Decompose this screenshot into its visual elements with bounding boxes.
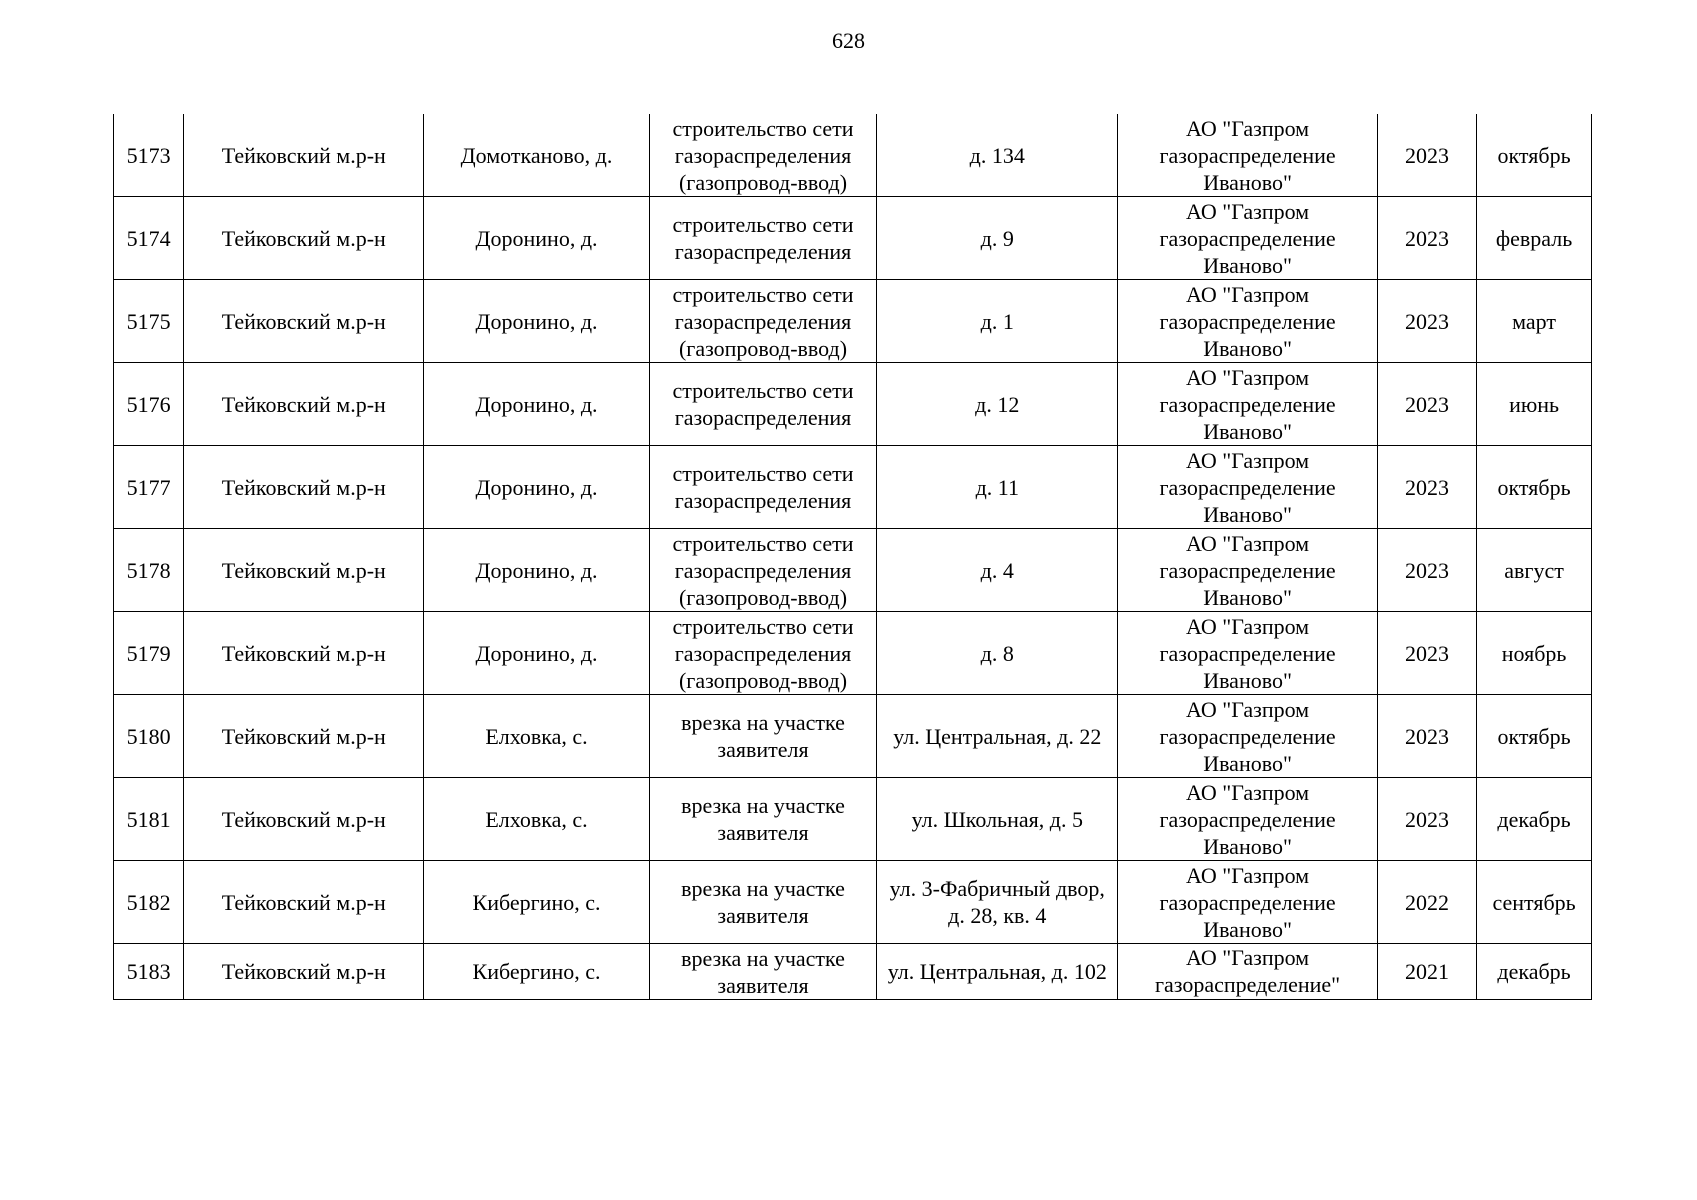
month: февраль: [1477, 197, 1592, 280]
organization: АО "Газпром газораспределение Иваново": [1118, 612, 1378, 695]
district: Тейковский м.р-н: [184, 778, 424, 861]
address: д. 4: [877, 529, 1118, 612]
row-number: 5181: [114, 778, 184, 861]
table-row: [114, 446, 1592, 529]
address: ул. 3-Фабричный двор, д. 28, кв. 4: [877, 861, 1118, 944]
organization: АО "Газпром газораспределение Иваново": [1118, 861, 1378, 944]
settlement: Елховка, с.: [424, 778, 649, 861]
row-number: 5174: [114, 197, 184, 280]
organization: АО "Газпром газораспределение Иваново": [1118, 363, 1378, 446]
table-row: [114, 695, 1592, 778]
work-type: строительство сети газораспределения (газопровод-ввод): [649, 280, 877, 363]
work-type: врезка на участке заявителя: [649, 695, 877, 778]
row-number: 5176: [114, 363, 184, 446]
month: март: [1477, 280, 1592, 363]
settlement: Кибергино, с.: [424, 944, 649, 1000]
work-type: строительство сети газораспределения: [649, 446, 877, 529]
row-number: 5178: [114, 529, 184, 612]
table-row: [114, 612, 1592, 695]
settlement: Доронино, д.: [424, 612, 649, 695]
row-number: 5179: [114, 612, 184, 695]
address: д. 12: [877, 363, 1118, 446]
year: 2023: [1377, 114, 1476, 197]
month: август: [1477, 529, 1592, 612]
row-number: 5175: [114, 280, 184, 363]
table-row: [114, 363, 1592, 446]
work-type: строительство сети газораспределения (газопровод-ввод): [649, 529, 877, 612]
settlement: Доронино, д.: [424, 363, 649, 446]
address: д. 1: [877, 280, 1118, 363]
month: декабрь: [1477, 944, 1592, 1000]
table-row: [114, 861, 1592, 944]
year: 2023: [1377, 529, 1476, 612]
row-number: 5180: [114, 695, 184, 778]
address: д. 8: [877, 612, 1118, 695]
table-row: [114, 944, 1592, 1000]
organization: АО "Газпром газораспределение Иваново": [1118, 446, 1378, 529]
month: ноябрь: [1477, 612, 1592, 695]
year: 2021: [1377, 944, 1476, 1000]
row-number: 5173: [114, 114, 184, 197]
organization: АО "Газпром газораспределение Иваново": [1118, 280, 1378, 363]
settlement: Кибергино, с.: [424, 861, 649, 944]
organization: АО "Газпром газораспределение Иваново": [1118, 695, 1378, 778]
district: Тейковский м.р-н: [184, 612, 424, 695]
address: д. 134: [877, 114, 1118, 197]
year: 2023: [1377, 695, 1476, 778]
month: октябрь: [1477, 695, 1592, 778]
district: Тейковский м.р-н: [184, 280, 424, 363]
district: Тейковский м.р-н: [184, 944, 424, 1000]
year: 2023: [1377, 197, 1476, 280]
district: Тейковский м.р-н: [184, 861, 424, 944]
work-type: строительство сети газораспределения (газопровод-ввод): [649, 612, 877, 695]
organization: АО "Газпром газораспределение Иваново": [1118, 529, 1378, 612]
organization: [1118, 944, 1378, 1000]
work-type: строительство сети газораспределения: [649, 197, 877, 280]
work-type: врезка на участке заявителя: [649, 944, 877, 1000]
organization: АО "Газпром газораспределение Иваново": [1118, 114, 1378, 197]
table-row: [114, 114, 1592, 197]
page-number: 628: [832, 28, 865, 53]
table-row: [114, 197, 1592, 280]
row-number: 5177: [114, 446, 184, 529]
year: 2023: [1377, 363, 1476, 446]
month: октябрь: [1477, 446, 1592, 529]
address: ул. Школьная, д. 5: [877, 778, 1118, 861]
month: июнь: [1477, 363, 1592, 446]
table-row: [114, 529, 1592, 612]
district: Тейковский м.р-н: [184, 695, 424, 778]
settlement: Домотканово, д.: [424, 114, 649, 197]
settlement: Доронино, д.: [424, 446, 649, 529]
year: 2022: [1377, 861, 1476, 944]
organization: АО "Газпром газораспределение Иваново": [1118, 197, 1378, 280]
work-type: строительство сети газораспределения: [649, 363, 877, 446]
address: ул. Центральная, д. 22: [877, 695, 1118, 778]
address: д. 11: [877, 446, 1118, 529]
row-number: 5182: [114, 861, 184, 944]
year: 2023: [1377, 280, 1476, 363]
organization: АО "Газпром газораспределение Иваново": [1118, 778, 1378, 861]
table-row: [114, 778, 1592, 861]
settlement: Елховка, с.: [424, 695, 649, 778]
district: Тейковский м.р-н: [184, 529, 424, 612]
district: Тейковский м.р-н: [184, 114, 424, 197]
month: октябрь: [1477, 114, 1592, 197]
row-number: 5183: [114, 944, 184, 1000]
address: д. 9: [877, 197, 1118, 280]
settlement: Доронино, д.: [424, 280, 649, 363]
month: декабрь: [1477, 778, 1592, 861]
work-type: врезка на участке заявителя: [649, 861, 877, 944]
year: 2023: [1377, 446, 1476, 529]
work-type: врезка на участке заявителя: [649, 778, 877, 861]
district: Тейковский м.р-н: [184, 197, 424, 280]
month: сентябрь: [1477, 861, 1592, 944]
gas-connection-table: [113, 114, 1592, 1000]
district: Тейковский м.р-н: [184, 446, 424, 529]
work-type: строительство сети газораспределения (газопровод-ввод): [649, 114, 877, 197]
district: Тейковский м.р-н: [184, 363, 424, 446]
settlement: Доронино, д.: [424, 529, 649, 612]
address: ул. Центральная, д. 102: [877, 944, 1118, 1000]
organization-text: АО "Газпром газораспределение": [1155, 945, 1341, 997]
year: 2023: [1377, 778, 1476, 861]
table-row: [114, 280, 1592, 363]
settlement: Доронино, д.: [424, 197, 649, 280]
year: 2023: [1377, 612, 1476, 695]
